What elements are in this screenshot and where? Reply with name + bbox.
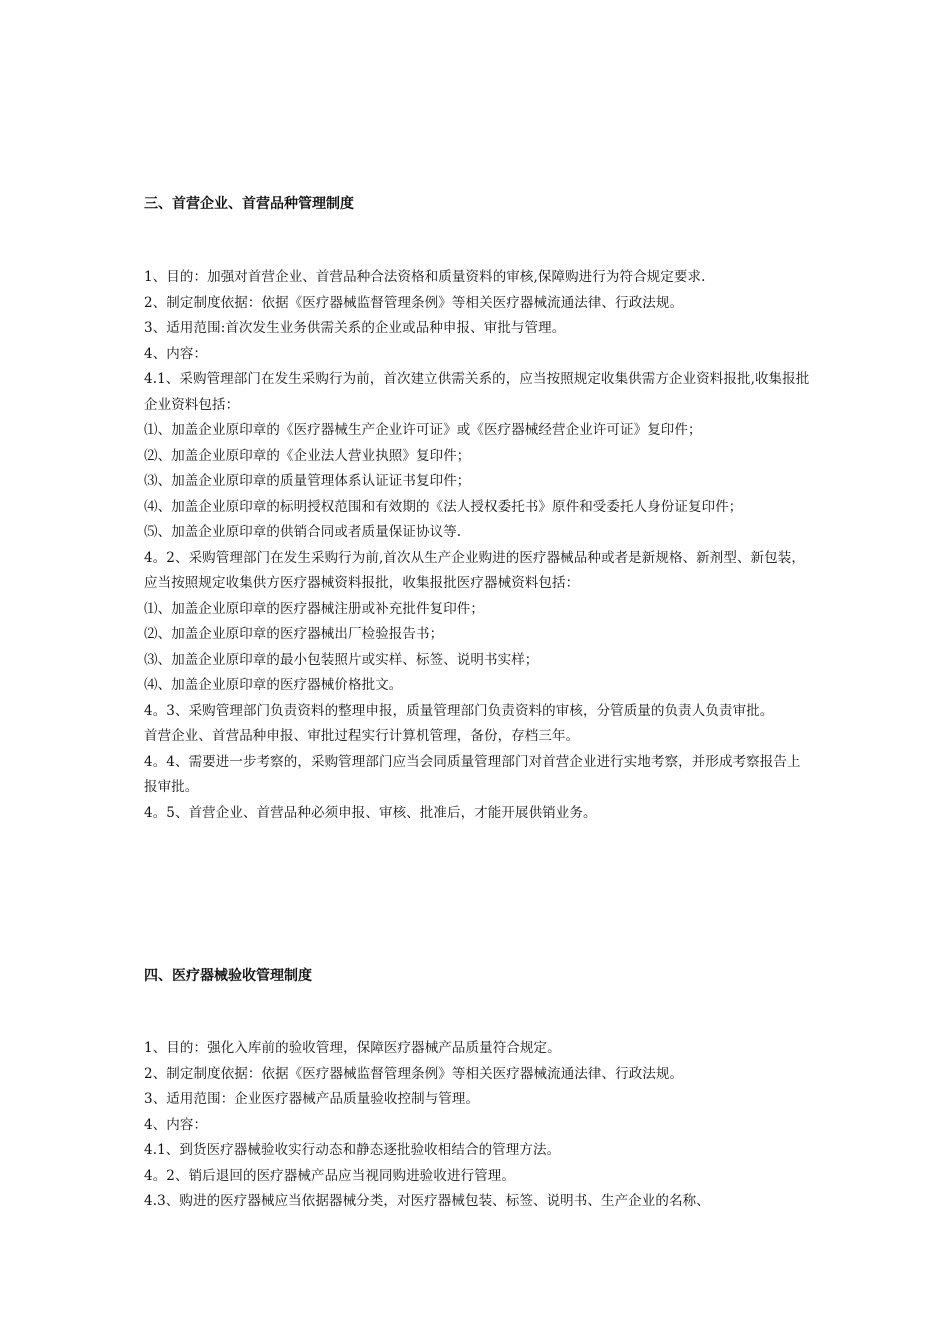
- s3-item-4-1-sub1: ⑴、加盖企业原印章的《医疗器械生产企业许可证》或《医疗器械经营企业许可证》复印件；: [144, 422, 702, 438]
- section-3-body: [144, 265, 814, 826]
- s4-basis: 2、制定制度依据：依据《医疗器械监督管理条例》等相关医疗器械流通法律、行政法规。: [144, 1065, 684, 1082]
- s3-item-4-2-sub1: ⑴、加盖企业原印章的医疗器械注册或补充批件复印件；: [144, 600, 484, 617]
- s3-item-4-3: 4。3、采购管理部门负责资料的整理申报，质量管理部门负责资料的审核，分管质量的负责人负责审批。: [144, 702, 774, 719]
- s3-item-4-2: 4。2、采购管理部门在发生采购行为前,首次从生产企业购进的医疗器械品种或者是新规格、新剂型、新包装，应当按照规定收集供方医疗器械资料报批，收集报批医疗器械资料包括：: [144, 549, 805, 591]
- s3-item-4-1: 4.1、采购管理部门在发生采购行为前，首次建立供需关系的，应当按照规定收集供需方企业资料报批,收集报批企业资料包括：: [144, 371, 810, 413]
- s4-scope: 3、适用范围：企业医疗器械产品质量验收控制与管理。: [144, 1091, 480, 1107]
- s4-purpose: 1、目的：强化入库前的验收管理，保障医疗器械产品质量符合规定。: [144, 1040, 561, 1056]
- s3-item-4-1-sub5: ⑸、加盖企业原印章的供销合同或者质量保证协议等.: [144, 524, 462, 540]
- s4-content-heading: 4、内容：: [144, 1116, 208, 1133]
- s3-item-4-1-sub3: ⑶、加盖企业原印章的质量管理体系认证证书复印件；: [144, 473, 471, 489]
- s3-content-heading: 4、内容：: [144, 345, 208, 362]
- s3-item-4-1-sub2: ⑵、加盖企业原印章的《企业法人营业执照》复印件；: [144, 447, 471, 464]
- s4-item-4-2: 4。2、销后退回的医疗器械产品应当视同购进验收进行管理。: [144, 1167, 515, 1184]
- s3-item-4-5: 4。5、首营企业、首营品种必须申报、审核、批准后，才能开展供销业务。: [144, 804, 597, 821]
- section-4-body: [144, 1036, 814, 1215]
- s3-basis: 2、制定制度依据：依据《医疗器械监督管理条例》等相关医疗器械流通法律、行政法规。: [144, 294, 684, 311]
- s3-item-4-1-sub4: ⑷、加盖企业原印章的标明授权范围和有效期的《法人授权委托书》原件和受委托人身份证复印件；: [144, 498, 743, 515]
- s3-item-4-2-sub4: ⑷、加盖企业原印章的医疗器械价格批文。: [144, 677, 403, 693]
- s3-purpose: 1、目的：加强对首营企业、首营品种合法资格和质量资料的审核,保障购进行为符合规定要求.: [144, 269, 706, 285]
- s3-item-4-3-note: 首营企业、首营品种申报、审批过程实行计算机管理，备份，存档三年。: [144, 728, 580, 744]
- s3-item-4-2-sub3: ⑶、加盖企业原印章的最小包装照片或实样、标签、说明书实样；: [144, 651, 539, 668]
- s3-scope: 3、适用范围:首次发生业务供需关系的企业或品种申报、审批与管理。: [144, 320, 566, 336]
- section-4-title: 四、医疗器械验收管理制度: [144, 968, 312, 984]
- s3-item-4-4: 4。4、需要进一步考察的，采购管理部门应当会同质量管理部门对首营企业进行实地考察，并形成考察报告上报审批。: [144, 753, 801, 795]
- section-3-title: 三、首营企业、首营品种管理制度: [144, 196, 354, 212]
- s3-item-4-2-sub2: ⑵、加盖企业原印章的医疗器械出厂检验报告书；: [144, 626, 444, 642]
- s4-item-4-1: 4.1、到货医疗器械验收实行动态和静态逐批验收相结合的管理方法。: [144, 1142, 561, 1158]
- s4-item-4-3: 4.3、购进的医疗器械应当依据器械分类，对医疗器械包装、标签、说明书、生产企业的名称、: [144, 1193, 710, 1209]
